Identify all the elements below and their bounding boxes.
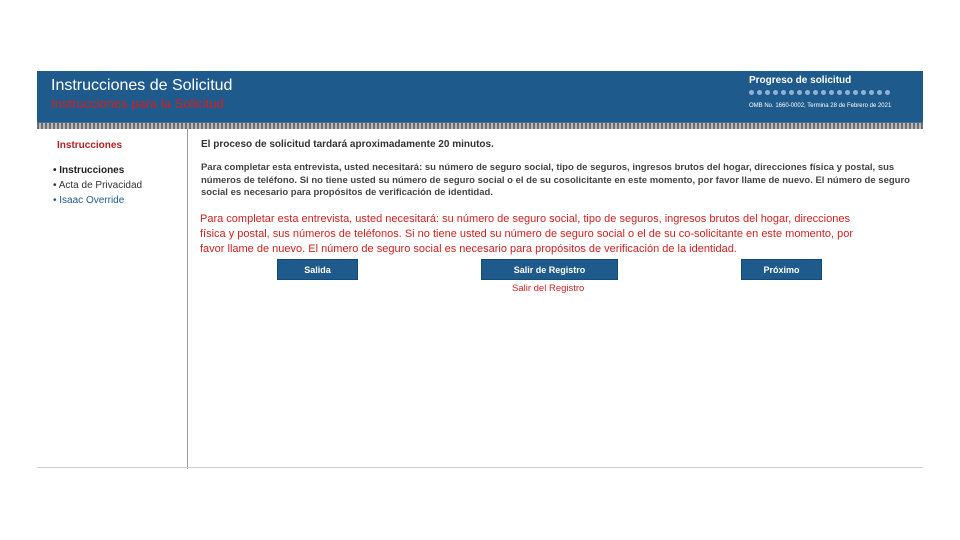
progress-dot [805,90,810,95]
progress-dot [861,90,866,95]
progress-dot [837,90,842,95]
progress-indicator [749,90,890,95]
progress-dot [789,90,794,95]
progress-dot [781,90,786,95]
next-button[interactable]: Próximo [741,259,822,280]
progress-dot [813,90,818,95]
page-header [37,71,923,123]
progress-dot [885,90,890,95]
logout-caption: Salir del Registro [512,283,585,294]
exit-button[interactable]: Salida [277,259,358,280]
progress-dot [757,90,762,95]
page-subtitle: Instrucciones para la Solicitud [51,96,224,111]
progress-dot [845,90,850,95]
translated-instructions: Para completar esta entrevista, usted necesitará: su número de seguro social, tipo de seguros, ingresos brutos del hogar, direcciones física y postal, sus números de teléfonos. Si no tiene usted su número de seguro social o el de su co-solicitante en este momento, por favor llame de nuevo. El número de seguro social es necesario para propósitos de verificación de la identidad. [200,213,854,255]
progress-dot [821,90,826,95]
progress-dot [853,90,858,95]
sidebar-title: Instrucciones [57,140,123,151]
instructions-text: Para completar esta entrevista, usted necesitará: su número de seguro social, tipo de seguros, ingresos brutos del hogar, direcciones física y postal, sus números de teléfono. Si no tiene usted su número de seguro social o el de su cosolicitante en este momento, por favor llame de nuevo. El número de seguro social es necesario para propósitos de verificación de identidad. [201,162,910,198]
progress-label: Progreso de solicitud [749,75,852,86]
main-content [201,139,917,200]
sidebar-item-isaac-override[interactable]: • Isaac Override [53,195,125,206]
page-title: Instrucciones de Solicitud [51,77,233,94]
sidebar-nav [53,163,142,208]
omb-notice: OMB No. 1660-0002, Termina 28 de Febrero de 2021 [749,103,892,109]
progress-dot [877,90,882,95]
progress-dot [797,90,802,95]
progress-dot [829,90,834,95]
logout-button[interactable]: Salir de Registro [481,259,618,280]
sidebar-item-acta-privacidad[interactable]: • Acta de Privacidad [53,180,143,191]
progress-dot [765,90,770,95]
footer-divider [37,467,923,468]
sidebar-item-instrucciones[interactable]: • Instrucciones [53,165,125,176]
progress-dot [773,90,778,95]
sidebar [37,129,188,469]
progress-dot [749,90,754,95]
progress-dot [869,90,874,95]
duration-notice: El proceso de solicitud tardará aproximadamente 20 minutos. [201,139,494,150]
